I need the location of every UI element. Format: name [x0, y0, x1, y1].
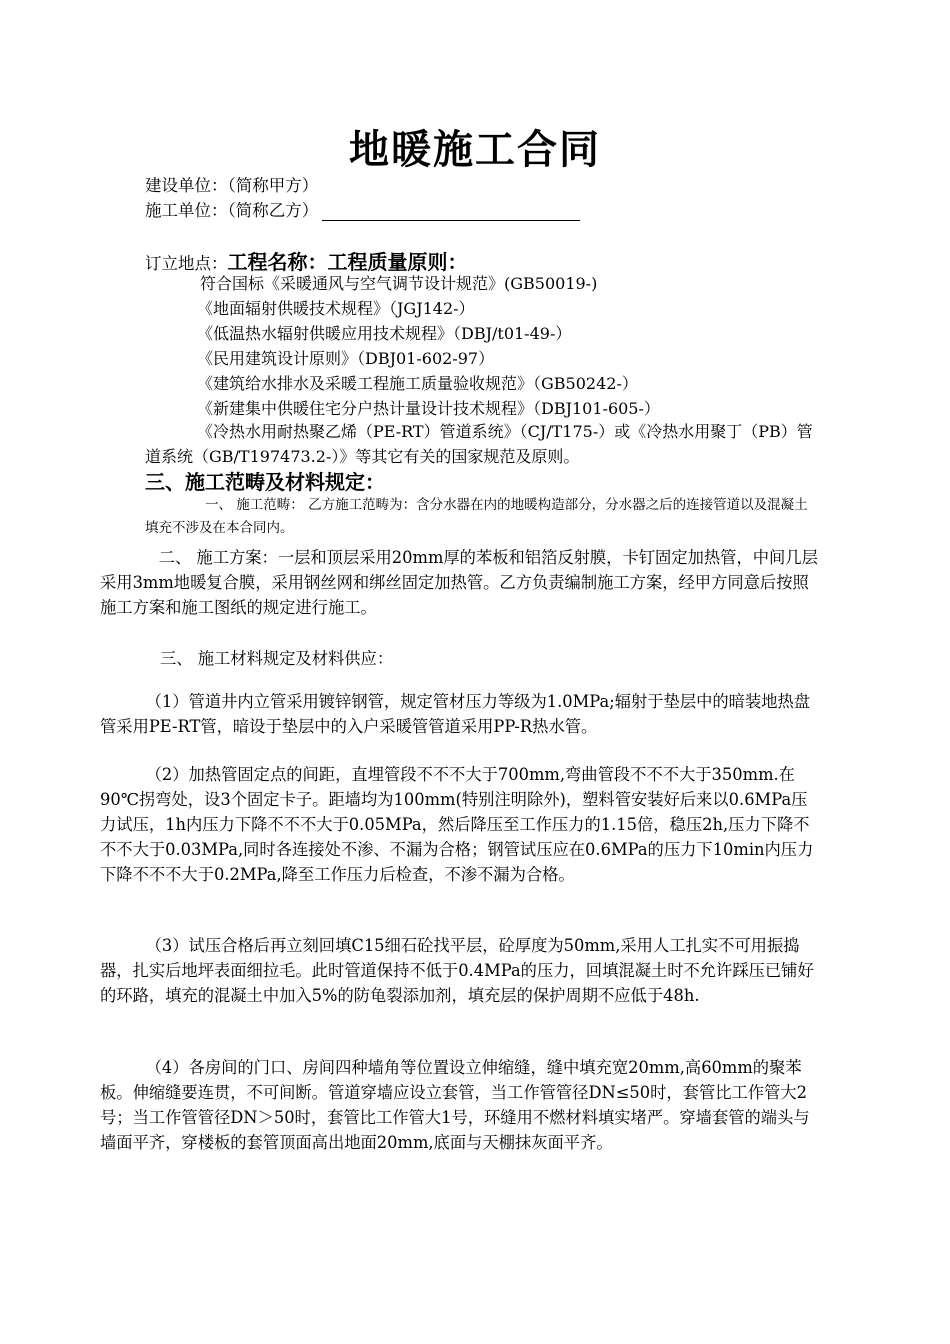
standard-item: 《民用建筑设计原则》（DBJ01-602-97） [197, 349, 495, 368]
materials-heading: 三、 施工材料规定及材料供应： [160, 649, 394, 668]
standard-item: 符合国标《采暖通风与空气调节设计规范》(GB50019-) [200, 274, 598, 293]
scope-paragraph: 一、 施工范畴： 乙方施工范畴为：含分水器在内的地暖构造部分，分水器之后的连接管道以及混凝土填充不涉及在本合同内。 [145, 497, 808, 536]
standard-item: 《新建集中供暖住宅分户热计量设计技术规程》（DBJ101-605-） [197, 399, 660, 418]
document-title: 地暖施工合同 [349, 127, 601, 173]
section-three-heading: 三、施工范畴及材料规定： [145, 470, 385, 494]
contractor-unit-line [145, 197, 580, 221]
project-quality-heading: 工程名称：工程质量原则： [227, 250, 468, 274]
standard-item: 《地面辐射供暖技术规程》（JGJ142-） [197, 299, 475, 318]
contractor-unit-label: 施工单位：（简称乙方） [145, 201, 319, 220]
signing-place-label: 订立地点： [145, 254, 228, 273]
standard-item: 《冷热水用耐热聚乙烯（PE-RT）管道系统》（CJ/T175-）或《冷热水用聚丁（PB）管道系统（GB/T197473.2-）》等其它有关的国家规范及原则。 [145, 422, 813, 466]
standard-item: 《低温热水辐射供暖应用技术规程》（DBJ/t01-49-） [197, 324, 572, 343]
plan-paragraph: 二、 施工方案：一层和顶层采用20mm厚的苯板和铝箔反射膜，卡钉固定加热管，中间几层采用3mm地暖复合膜，采用钢丝网和绑丝固定加热管。乙方负责编制施工方案，经甲方同意后按照施工方案和施工图纸的规定进行施工。 [100, 548, 818, 617]
material-item-2: （2）加热管固定点的间距，直埋管段不不不大于700mm,弯曲管段不不不大于350mm.在90℃拐弯处，设3个固定卡子。距墙均为100mm(特别注明除外)，塑料管安装好后来以0.6MPa压力试压，1h内压力下降不不不大于0.05MPa，然后降压至工作压力的1.15倍，稳压2h,压力下降不不不大于0.03MPa,同时各连接处不渗、不漏为合格；钢管试压应在0.6MPa的压力下10min内压力下降不不不大于0.2MPa,降至工作压力后检查，不渗不漏为合格。 [100, 765, 814, 884]
material-item-1: （1）管道井内立管采用镀锌钢管，规定管材压力等级为1.0MPa;辐射于垫层中的暗装地热盘管采用PE-RT管，暗设于垫层中的入户采暖管管道采用PP-R热水管。 [100, 692, 811, 736]
material-item-4: （4）各房间的门口、房间四种墙角等位置设立伸缩缝，缝中填充宽20mm,高60mm的聚苯板。伸缩缝要连贯，不可间断。管道穿墙应设立套管，当工作管管径DN≤50时，套管比工作管大2号；当工作管管径DN＞50时，套管比工作管大1号，环缝用不燃材料填实堵严。穿墙套管的端头与墙面平齐，穿楼板的套管顶面高出地面20mm,底面与天棚抹灰面平齐。 [100, 1058, 810, 1152]
construction-unit-line: 建设单位：（简称甲方） [145, 176, 319, 195]
standard-item: 《建筑给水排水及采暖工程施工质量验收规范》（GB50242-） [197, 374, 638, 393]
contractor-blank-line [322, 202, 580, 221]
material-item-3: （3）试压合格后再立刻回填C15细石砼找平层，砼厚度为50mm,采用人工扎实不可用振捣器，扎实后地坪表面细拉毛。此时管道保持不低于0.4MPa的压力，回填混凝土时不允许踩压已铺好的环路，填充的混凝土中加入5%的防龟裂添加剂，填充层的保护周期不应低于48h. [100, 936, 814, 1005]
